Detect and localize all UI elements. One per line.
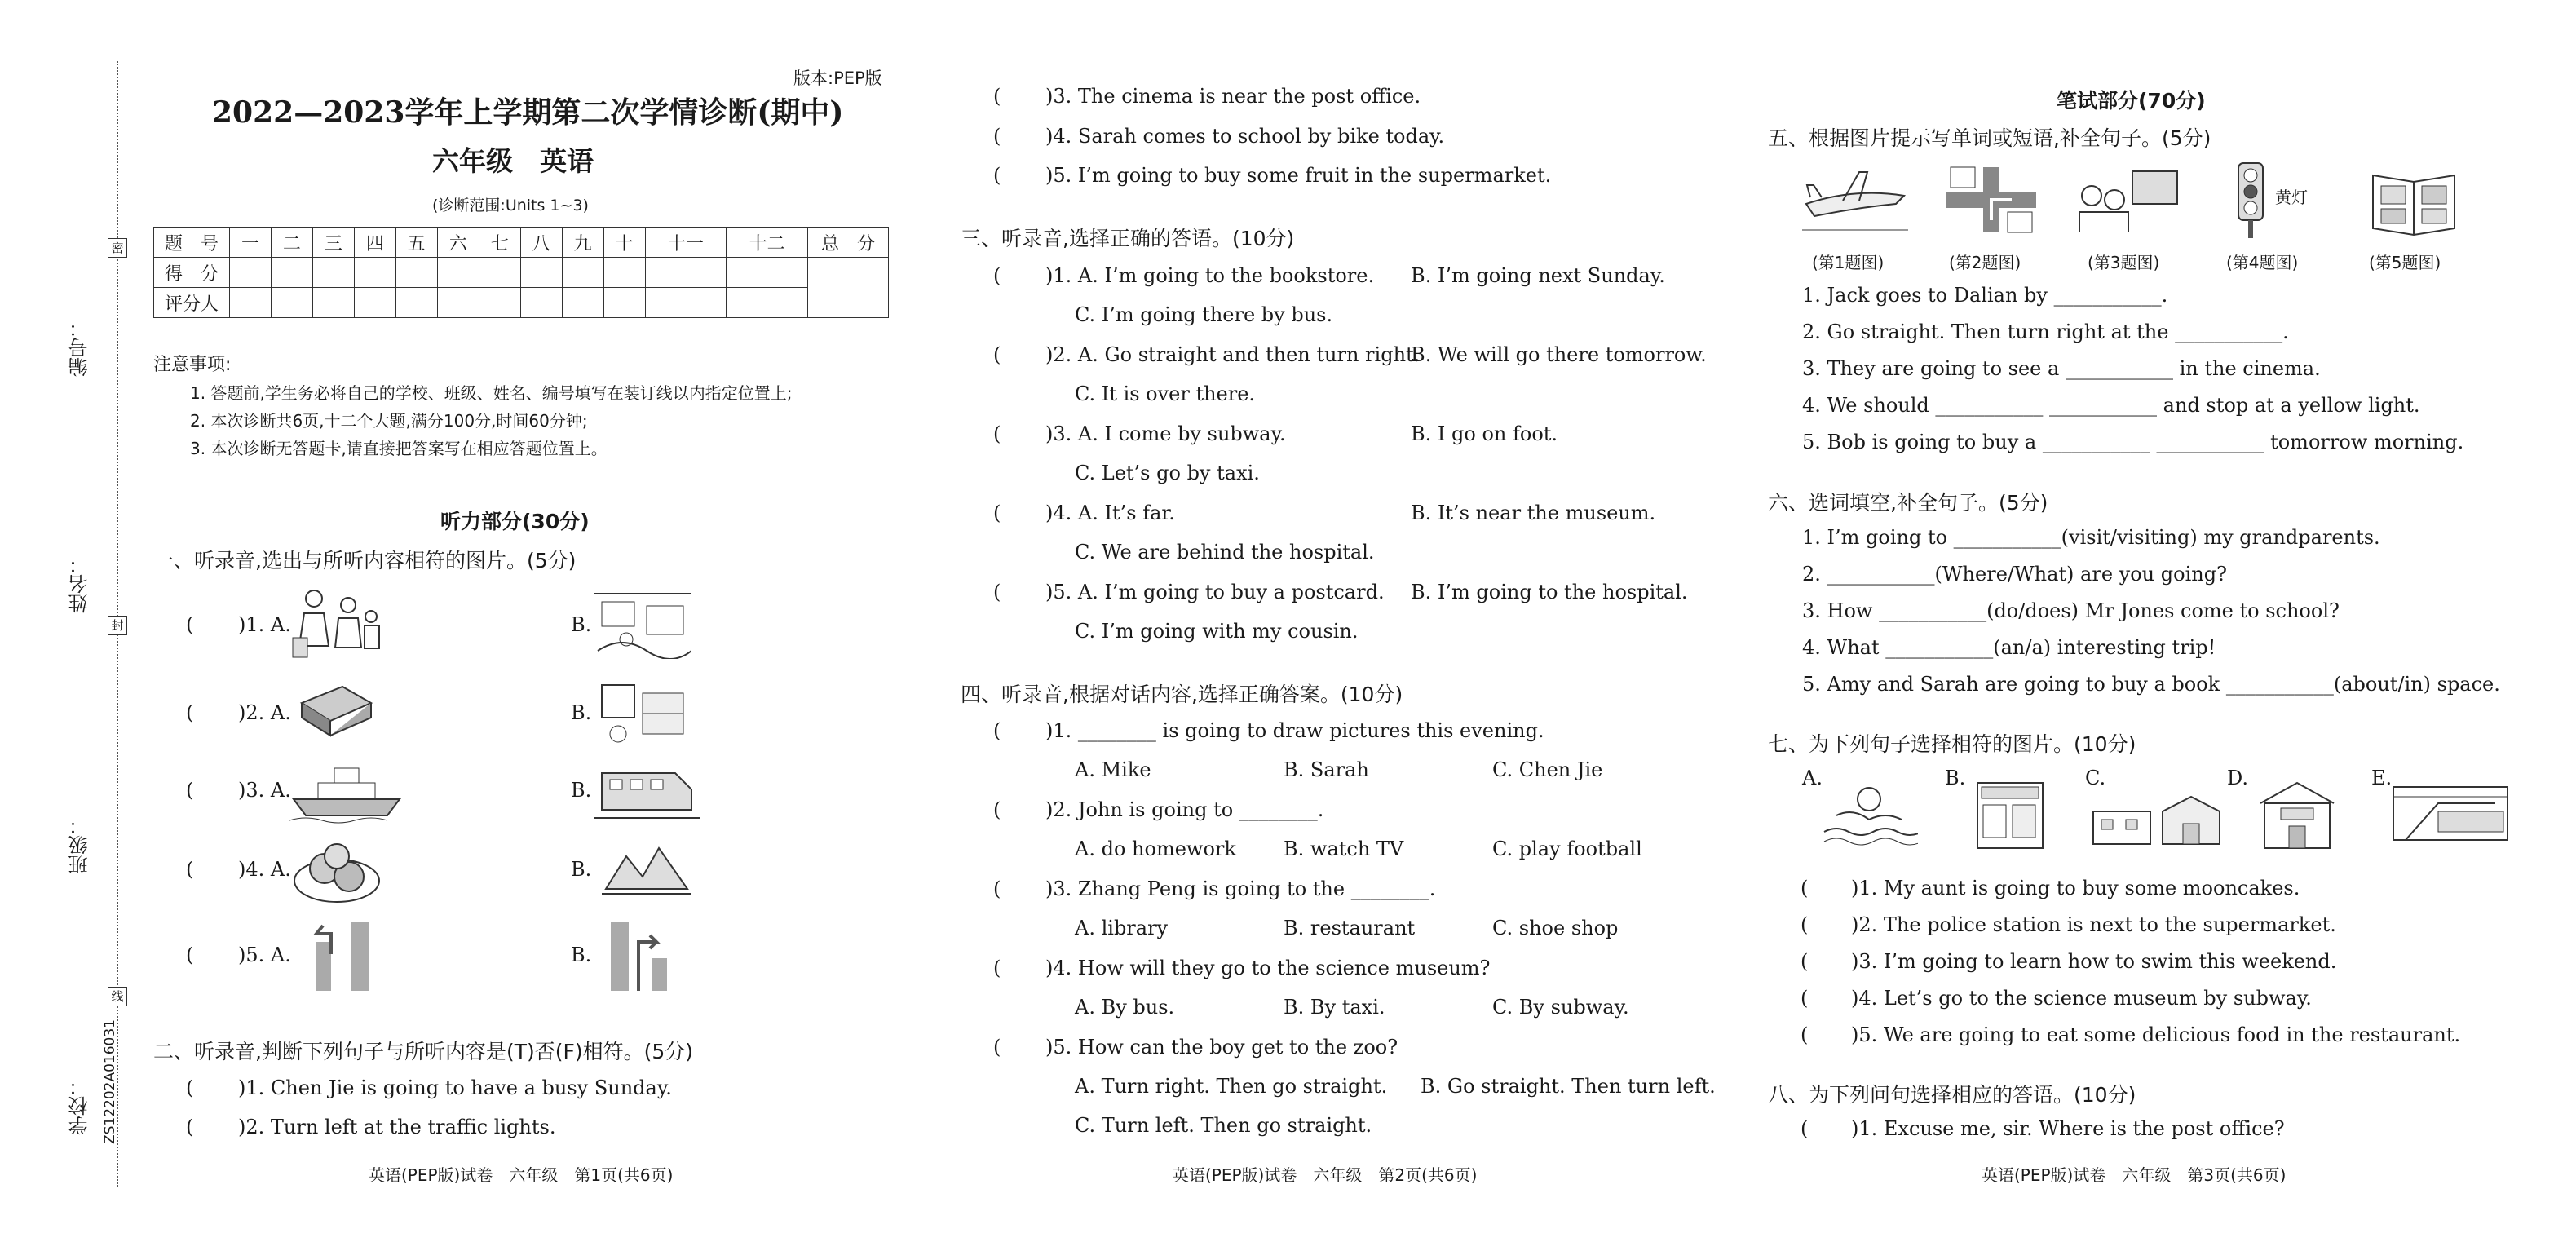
answer-paren[interactable]: ( (993, 164, 1001, 187)
school-label: 学校： (68, 1076, 91, 1135)
sentence-text: )2. The police station is next to the supermarket. (1851, 913, 2336, 936)
seal-feng: 封 (108, 616, 127, 635)
grader-cell[interactable] (727, 288, 808, 318)
grader-cell[interactable] (395, 288, 437, 318)
cinema-film-picture[interactable] (2075, 163, 2181, 236)
score-table-header-row (154, 228, 889, 258)
answer-paren[interactable]: ( (1801, 987, 1809, 1010)
police-station-supermarket-picture[interactable] (2089, 791, 2228, 848)
score-cell[interactable] (354, 258, 395, 288)
subway-station-picture[interactable] (2389, 779, 2512, 848)
statement-text: )2. Turn left at the traffic lights. (238, 1116, 556, 1138)
score-cell[interactable] (479, 258, 520, 288)
listening-part-title: 听力部分(30分) (440, 510, 590, 533)
fill-blank-sentence[interactable]: 2. ___________(Where/What) are you going? (1802, 563, 2227, 586)
score-cell[interactable] (437, 258, 479, 288)
fill-blank-sentence[interactable]: 3. They are going to see a ___________ in the cinema. (1802, 357, 2321, 380)
exam-code: ZS12202A016031 (102, 1019, 118, 1145)
option-b-label: B. (571, 701, 592, 724)
option-c: C. play football (1492, 838, 1642, 860)
answer-paren[interactable]: ( (1801, 913, 1809, 936)
question-text: )2. John is going to ________. (1045, 798, 1324, 821)
question-text: )4. How will they go to the science museum? (1045, 957, 1491, 979)
score-table-header: 题 号 (154, 228, 230, 258)
question-text: )1. ________ is going to draw pictures this evening. (1045, 719, 1544, 742)
answer-paren[interactable]: ( (993, 125, 1001, 148)
score-cell[interactable] (312, 258, 354, 288)
score-table-header: 一 (230, 228, 272, 258)
option-c: C. shoe shop (1492, 917, 1619, 939)
page-2-footer: 英语(PEP版)试卷 六年级 第2页(共6页) (1173, 1165, 1478, 1185)
street-scene-picture[interactable] (594, 586, 691, 659)
answer-paren[interactable]: ( (186, 1076, 194, 1099)
section-4-title: 四、听录音,根据对话内容,选择正确答案。(10分) (961, 683, 1403, 706)
answer-paren[interactable]: ( (1801, 877, 1809, 899)
picture-caption: (第5题图) (2369, 253, 2441, 272)
grader-cell[interactable] (312, 288, 354, 318)
option-b: B. watch TV (1284, 838, 1404, 860)
score-table-header: 二 (271, 228, 312, 258)
answer-paren[interactable]: ( (993, 957, 1001, 979)
score-table-header: 五 (395, 228, 437, 258)
option-c: C. Chen Jie (1492, 758, 1603, 781)
crossing-picture[interactable] (1942, 163, 2040, 236)
exam-subtitle: 六年级 英语 (432, 145, 594, 177)
grader-row (154, 288, 889, 318)
total-score-cell[interactable] (808, 258, 889, 318)
note-item: 2. 本次诊断共6页,十二个大题,满分100分,时间60分钟; (190, 411, 588, 431)
item-number: )5. A. (238, 944, 291, 966)
score-table-header: 十二 (727, 228, 808, 258)
sentence-text: )4. Let’s go to the science museum by subway. (1851, 987, 2312, 1010)
name-label: 姓名： (68, 555, 91, 613)
grader-cell[interactable] (354, 288, 395, 318)
score-cell[interactable] (230, 258, 272, 288)
option-b-label: B. (571, 858, 592, 881)
option-a: A. Mike (1075, 758, 1151, 781)
statement-text: )4. Sarah comes to school by bike today. (1045, 125, 1445, 148)
section-6-title: 六、选词填空,补全句子。(5分) (1768, 491, 2048, 515)
score-table-header: 十 (603, 228, 645, 258)
option-b: B. restaurant (1284, 917, 1416, 939)
answer-paren[interactable]: ( (993, 581, 1001, 603)
grader-cell[interactable] (479, 288, 520, 318)
answer-paren[interactable]: ( (1801, 950, 1809, 973)
traffic-light-picture[interactable] (2230, 159, 2271, 241)
fill-blank-sentence[interactable]: 1. Jack goes to Dalian by ___________. (1802, 284, 2168, 307)
answer-paren[interactable]: ( (993, 1036, 1001, 1059)
option-b: B. I go on foot. (1411, 422, 1558, 445)
mooncake-shop-picture[interactable] (1973, 779, 2047, 852)
book-picture[interactable] (294, 678, 375, 744)
score-table (153, 227, 889, 318)
fill-blank-sentence[interactable]: 2. Go straight. Then turn right at the ___________. (1802, 320, 2289, 343)
option-b: B. Sarah (1284, 758, 1369, 781)
option-c: C. Let’s go by taxi. (1075, 462, 1260, 484)
score-cell[interactable] (562, 258, 603, 288)
number-label: 编号： (68, 318, 91, 377)
sentence-text: )3. I’m going to learn how to swim this weekend. (1851, 950, 2337, 973)
yellow-light-label: 黄灯 (2275, 188, 2308, 207)
score-table-header: 八 (520, 228, 562, 258)
picture-caption: (第1题图) (1812, 253, 1885, 272)
version-label: 版本:PEP版 (793, 69, 882, 88)
section-2-title: 二、听录音,判断下列句子与所听内容是(T)否(F)相符。(5分) (153, 1040, 694, 1063)
score-cell[interactable] (645, 258, 727, 288)
answer-paren[interactable]: ( (993, 877, 1001, 900)
grader-cell[interactable] (437, 288, 479, 318)
score-table-header: 十一 (645, 228, 727, 258)
answer-paren[interactable]: ( (993, 343, 1001, 366)
option-c: C. By subway. (1492, 996, 1629, 1019)
answer-paren[interactable]: ( (993, 719, 1001, 742)
sentence-text: )1. My aunt is going to buy some mooncakes. (1851, 877, 2300, 899)
score-row-label: 得 分 (154, 258, 230, 288)
note-item: 3. 本次诊断无答题卡,请直接把答案写在相应答题位置上。 (190, 439, 608, 458)
option-c: C. We are behind the hospital. (1075, 541, 1375, 564)
page-3-footer: 英语(PEP版)试卷 六年级 第3页(共6页) (1982, 1165, 2287, 1185)
answer-paren[interactable]: ( (186, 613, 194, 636)
answer-paren[interactable]: ( (186, 1116, 194, 1138)
picture-caption: (第3题图) (2088, 253, 2160, 272)
option-c: C. I’m going there by bus. (1075, 303, 1333, 326)
option-a: )3. A. I come by subway. (1045, 422, 1286, 445)
answer-paren[interactable]: ( (1801, 1117, 1809, 1140)
score-cell[interactable] (727, 258, 808, 288)
answer-paren[interactable]: ( (186, 701, 194, 724)
section-7-title: 七、为下列句子选择相符的图片。(10分) (1768, 732, 2136, 756)
option-b: B. It’s near the museum. (1411, 502, 1656, 524)
fill-blank-sentence[interactable]: 1. I’m going to ___________(visit/visiting) my grandparents. (1802, 526, 2380, 549)
family-shopping-picture[interactable] (289, 581, 387, 662)
picture-option-label: D. (2227, 767, 2249, 789)
train-picture[interactable] (594, 757, 700, 826)
post-office-picture[interactable] (594, 677, 691, 750)
statement-text: )5. I’m going to buy some fruit in the supermarket. (1045, 164, 1552, 187)
picture-caption: (第4题图) (2226, 253, 2299, 272)
sentence-text: )5. We are going to eat some delicious food in the restaurant. (1851, 1023, 2461, 1046)
grader-cell[interactable] (603, 288, 645, 318)
option-c: C. I’m going with my cousin. (1075, 620, 1359, 643)
section-5-title: 五、根据图片提示写单词或短语,补全句子。(5分) (1768, 126, 2211, 150)
option-a: )4. A. It’s far. (1045, 502, 1175, 524)
exam-title: 2022—2023学年上学期第二次学情诊断(期中) (212, 95, 844, 130)
restaurant-picture[interactable] (2252, 779, 2342, 852)
option-a: A. do homework (1075, 838, 1236, 860)
score-cell[interactable] (603, 258, 645, 288)
option-b-label: B. (571, 944, 592, 966)
picture-caption: (第2题图) (1949, 253, 2021, 272)
score-cell[interactable] (520, 258, 562, 288)
question-text: )3. Zhang Peng is going to the ________. (1045, 877, 1436, 900)
section-1-title: 一、听录音,选出与所听内容相符的图片。(5分) (153, 549, 577, 572)
answer-paren[interactable]: ( (993, 798, 1001, 821)
answer-paren[interactable]: ( (993, 85, 1001, 108)
note-item: 1. 答题前,学生务必将自己的学校、班级、姓名、编号填写在装订线以内指定位置上; (190, 383, 793, 403)
option-b-label: B. (571, 779, 592, 802)
option-a: A. library (1075, 917, 1169, 939)
score-table-header: 四 (354, 228, 395, 258)
notes-title: 注意事项: (153, 355, 232, 375)
score-cell[interactable] (271, 258, 312, 288)
option-a: A. By bus. (1075, 996, 1175, 1019)
option-a: A. Turn right. Then go straight. (1075, 1075, 1388, 1098)
picture-option-label: E. (2371, 767, 2393, 789)
question-text: )5. How can the boy get to the zoo? (1045, 1036, 1398, 1059)
seal-mi: 密 (108, 238, 127, 258)
fill-blank-sentence[interactable]: 4. What ___________(an/a) interesting trip! (1802, 636, 2216, 659)
turn-right-sign[interactable] (608, 917, 673, 995)
fill-blank-sentence[interactable]: 5. Amy and Sarah are going to buy a book ___________(about/in) space. (1802, 673, 2500, 696)
swimming-picture[interactable] (1820, 775, 1918, 848)
seal-xian: 线 (108, 987, 127, 1006)
picture-option-label: B. (1945, 767, 1966, 789)
written-part-title: 笔试部分(70分) (2057, 89, 2206, 113)
mooncakes-picture[interactable] (292, 832, 382, 905)
score-table-header: 六 (437, 228, 479, 258)
option-a: )2. A. Go straight and then turn right. (1045, 343, 1421, 366)
statement-text: )3. The cinema is near the post office. (1045, 85, 1421, 108)
item-number: )1. A. (238, 613, 291, 636)
item-number: )3. A. (238, 779, 291, 802)
section-8-title: 八、为下列问句选择相应的答语。(10分) (1768, 1083, 2136, 1107)
score-cell[interactable] (395, 258, 437, 288)
score-table-header: 三 (312, 228, 354, 258)
page-1-footer: 英语(PEP版)试卷 六年级 第1页(共6页) (369, 1165, 674, 1185)
ship-picture[interactable] (289, 758, 404, 824)
section-3-title: 三、听录音,选择正确的答语。(10分) (961, 227, 1295, 250)
fill-blank-sentence[interactable]: 3. How ___________(do/does) Mr Jones come to school? (1802, 599, 2340, 622)
picture-option-label: A. (1802, 767, 1823, 789)
answer-paren[interactable]: ( (1801, 1023, 1809, 1046)
exam-scope: (诊断范围:Units 1~3) (432, 197, 589, 214)
option-b: B. I’m going to the hospital. (1411, 581, 1688, 603)
item-number: )2. A. (238, 701, 291, 724)
option-b: B. I’m going next Sunday. (1411, 264, 1665, 287)
answer-paren[interactable]: ( (186, 779, 194, 802)
fill-blank-sentence[interactable]: 4. We should ___________ ___________ and stop at a yellow light. (1802, 394, 2420, 417)
statement-text: )1. Chen Jie is going to have a busy Sunday. (238, 1076, 672, 1099)
option-b-label: B. (571, 613, 592, 636)
answer-paren[interactable]: ( (993, 502, 1001, 524)
fill-blank-sentence[interactable]: 5. Bob is going to buy a ___________ ___________ tomorrow morning. (1802, 431, 2464, 453)
answer-paren[interactable]: ( (993, 422, 1001, 445)
grader-cell[interactable] (645, 288, 727, 318)
picture-option-label: C. (2085, 767, 2106, 789)
mountains-picture[interactable] (602, 840, 691, 897)
comic-book-picture[interactable] (2369, 163, 2459, 236)
score-table-header: 九 (562, 228, 603, 258)
option-a: )5. A. I’m going to buy a postcard. (1045, 581, 1385, 603)
option-b: B. By taxi. (1284, 996, 1385, 1019)
grader-row-label: 评分人 (154, 288, 230, 318)
grader-cell[interactable] (562, 288, 603, 318)
item-number: )4. A. (238, 858, 291, 881)
option-c: C. Turn left. Then go straight. (1075, 1114, 1372, 1137)
grader-cell[interactable] (520, 288, 562, 318)
score-table-header: 七 (479, 228, 520, 258)
option-a: )1. A. I’m going to the bookstore. (1045, 264, 1375, 287)
option-c: C. It is over there. (1075, 382, 1256, 405)
score-row (154, 258, 889, 288)
option-b: B. Go straight. Then turn left. (1421, 1075, 1716, 1098)
grader-cell[interactable] (230, 288, 272, 318)
turn-left-sign[interactable] (310, 917, 375, 995)
answer-paren[interactable]: ( (186, 944, 194, 966)
option-b: B. We will go there tomorrow. (1411, 343, 1707, 366)
answer-paren[interactable]: ( (993, 264, 1001, 287)
class-label: 班级： (68, 815, 91, 874)
score-table-header: 总 分 (808, 228, 889, 258)
grader-cell[interactable] (271, 288, 312, 318)
answer-paren[interactable]: ( (186, 858, 194, 881)
question-text: )1. Excuse me, sir. Where is the post office? (1851, 1117, 2285, 1140)
airplane-picture[interactable] (1802, 163, 1908, 236)
